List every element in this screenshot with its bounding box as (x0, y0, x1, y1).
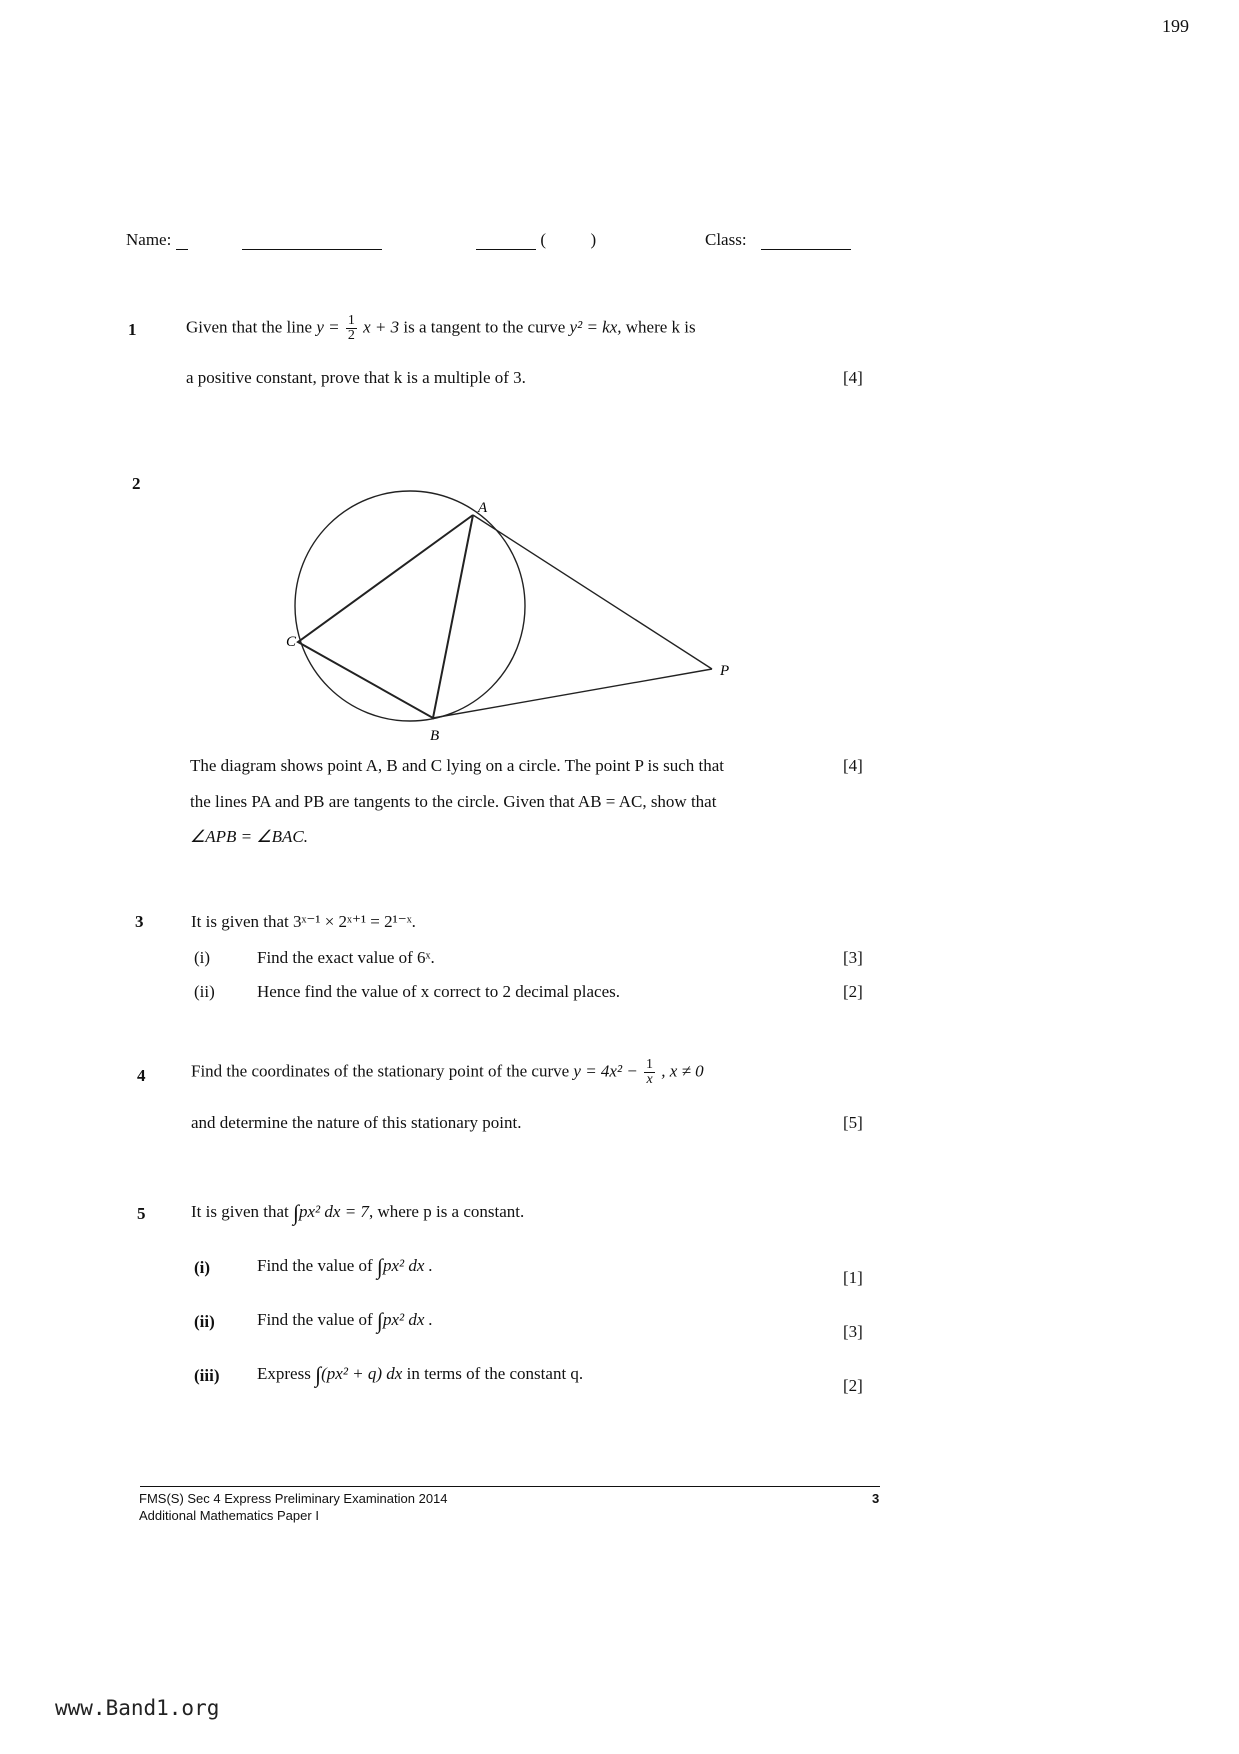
index-bracket-open: ( (540, 230, 546, 249)
question-5-stem (191, 1200, 524, 1226)
question-3-part-label: (ii) (194, 982, 215, 1001)
q1-text: is a tangent to the curve (403, 317, 566, 337)
question-4-line1 (191, 1058, 704, 1087)
q4-fraction: $\frac{1}{x}$ (646, 1057, 654, 1087)
q5-part-text: Find the value of (257, 1309, 373, 1329)
question-3-part-text: Find the exact value of 6ˣ. (257, 948, 435, 967)
question-2-line3: ∠APB = ∠BAC. (190, 827, 308, 846)
q4-eq: y = 4x² − (573, 1061, 638, 1081)
watermark: www.Band1.org (55, 1696, 220, 1720)
footer-divider (140, 1486, 880, 1487)
question-5-part-marks: [1] (843, 1268, 863, 1287)
q5-part-text: Find the value of (257, 1255, 373, 1275)
name-label: Name: (126, 230, 172, 249)
question-4-line2: and determine the nature of this stationary point. (191, 1113, 522, 1132)
integral-sign: ∫ (376, 1254, 383, 1279)
footer-line1: FMS(S) Sec 4 Express Preliminary Examination 2014 (139, 1491, 448, 1506)
question-2-number: 2 (132, 474, 141, 493)
q5-part-eq: px² dx . (382, 1309, 433, 1329)
label-b: B (430, 728, 440, 744)
question-3-part-marks: [2] (843, 982, 863, 1001)
question-2-line1: The diagram shows point A, B and C lying on a circle. The point P is such that (190, 756, 725, 775)
question-5-number: 5 (137, 1204, 146, 1223)
label-p: P (720, 663, 730, 679)
question-3-part-text: Hence find the value of x correct to 2 decimal places. (257, 982, 620, 1001)
triangle-abc (298, 515, 473, 718)
question-5-part-label: (i) (194, 1258, 211, 1277)
q5-part-text: Express (257, 1363, 311, 1383)
question-3-stem: It is given that 3ˣ⁻¹ × 2ˣ⁺¹ = 2¹⁻ˣ. (191, 912, 416, 931)
index-bracket-close: ) (590, 230, 597, 249)
question-3-part-marks: [3] (843, 948, 863, 967)
q5-text: , where p is a constant. (368, 1201, 525, 1221)
question-1-marks: [4] (843, 368, 863, 387)
page-number: 199 (1162, 16, 1189, 36)
question-3-part-label: (i) (194, 948, 211, 967)
question-4-number: 4 (137, 1066, 146, 1085)
question-5-part-label: (ii) (194, 1312, 215, 1331)
q1-eq: y = (316, 317, 340, 337)
question-5-part-label: (iii) (194, 1366, 220, 1385)
q5-eq: px² dx = 7 (299, 1201, 369, 1221)
q1-text: Given that the line (186, 317, 313, 337)
question-4-marks: [5] (843, 1113, 863, 1132)
label-a: A (478, 500, 488, 516)
tangent-pb (433, 669, 712, 718)
q5-part-eq: (px² + q) dx (321, 1363, 403, 1383)
question-1-line2: a positive constant, prove that k is a multiple of 3. (186, 368, 526, 387)
question-5-part-text (257, 1308, 433, 1334)
integral-sign: ∫ (292, 1200, 300, 1225)
question-2-marks: [4] (843, 756, 863, 775)
footer-page: 3 (872, 1491, 880, 1506)
question-2-line2: the lines PA and PB are tangents to the circle. Given that AB = AC, show that (190, 792, 717, 811)
label-c: C (286, 634, 297, 650)
question-5-part-text (257, 1254, 433, 1280)
question-3-number: 3 (135, 912, 144, 931)
integral-sign: ∫ (376, 1308, 383, 1333)
footer-line2: Additional Mathematics Paper I (139, 1508, 319, 1523)
integral-sign: ∫ (315, 1362, 322, 1387)
q4-eq: , x ≠ 0 (661, 1061, 704, 1081)
q1-fraction: $\frac{1}{2}$ (347, 313, 355, 343)
q4-text: Find the coordinates of the stationary point of the curve (191, 1061, 570, 1081)
question-5-part-marks: [3] (843, 1322, 863, 1341)
class-label: Class: (705, 230, 747, 249)
question-5-part-marks: [2] (843, 1376, 863, 1395)
circle-tangent-diagram (0, 0, 1239, 800)
q5-text: It is given that (191, 1201, 289, 1221)
q1-eq: y² = kx, (569, 317, 622, 337)
q5-part-eq: px² dx . (382, 1255, 433, 1275)
tangent-pa (473, 515, 712, 669)
question-1-number: 1 (128, 320, 137, 339)
q1-eq: x + 3 (363, 317, 400, 337)
q1-text: where k is (625, 317, 696, 337)
q5-part-text: in terms of the constant q. (406, 1363, 584, 1383)
question-5-part-text (257, 1362, 583, 1388)
